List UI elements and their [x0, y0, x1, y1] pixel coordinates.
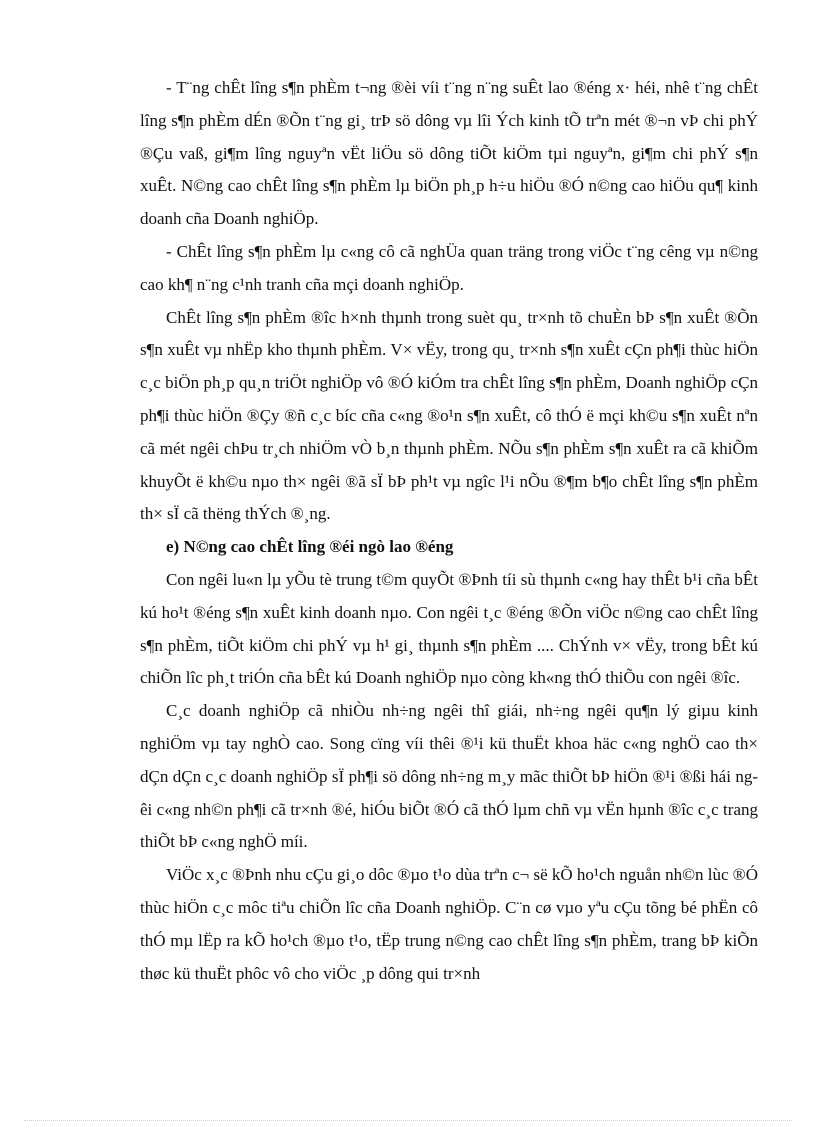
paragraph: ViÖc x¸c ®Þnh nhu cÇu gi¸o dôc ®µo t¹o dùa trªn c¬ së kÕ ho¹ch nguån nh©n lùc ®Ó thùc hiÖn c¸c môc tiªu chiÕn lîc cña Doanh nghiÖp. C¨n cø vµo yªu cÇu tõng bé phËn cô thÓ mµ lËp ra kÕ ho¹ch ®µo t¹o, tËp trung n©ng cao chÊt lîng s¶n phÈm, trang bÞ kiÕn thøc kü thuËt phôc vô cho viÖc ¸p dông qui tr×nh — [140, 865, 758, 983]
page-footer-rule — [24, 1120, 792, 1121]
paragraph: ChÊt lîng s¶n phÈm ®îc h×nh thµnh trong suèt qu¸ tr×nh tõ chuÈn bÞ s¶n xuÊt ®Õn s¶n xuÊt vµ nhËp kho thµnh phÈm. V× vËy, trong qu¸ tr×nh s¶n xuÊt cÇn ph¶i thùc hiÖn c¸c biÖn ph¸p qu¸n triÖt nghiÖp vô ®Ó kiÓm tra chÊt lîng s¶n phÈm, Doanh nghiÖp cÇn ph¶i thùc hiÖn ®Çy ®ñ c¸c bíc cña c«ng ®o¹n s¶n xuÊt, cô thÓ ë mçi kh©u s¶n xuÊt nªn cã mét ngêi chÞu tr¸ch nhiÖm vÒ b¸n thµnh phÈm. NÕu s¶n phÈm s¶n xuÊt ra cã khiÕm khuyÕt ë kh©u nµo th× ngêi ®ã sÏ bÞ ph¹t vµ ngîc l¹i nÕu ®¶m b¶o chÊt lîng s¶n phÈm th× sÏ cã thëng thÝch ®¸ng. — [140, 307, 758, 524]
paragraph: - ChÊt lîng s¶n phÈm lµ c«ng cô cã nghÜa quan träng trong viÖc t¨ng cêng vµ n©ng cao kh¶ n¨ng c¹nh tranh cña mçi doanh nghiÖp. — [140, 241, 758, 294]
paragraph: Con ngêi lu«n lµ yÕu tè trung t©m quyÕt ®Þnh tíi sù thµnh c«ng hay thÊt b¹i cña bÊt kú ho¹t ®éng s¶n xuÊt kinh doanh nµo. Con ngêi t¸c ®éng ®Õn viÖc n©ng cao chÊt lîng s¶n phÈm, tiÕt kiÖm chi phÝ vµ h¹ gi¸ thµnh s¶n phÈm .... ChÝnh v× vËy, trong bÊt kú chiÕn lîc ph¸t triÓn cña bÊt kú Doanh nghiÖp nµo còng kh«ng thÓ thiÕu con ngêi ®îc. — [140, 569, 758, 688]
paragraph: - T¨ng chÊt lîng s¶n phÈm t¬ng ®èi víi t¨ng n¨ng suÊt lao ®éng x· héi, nhê t¨ng chÊt lîng s¶n phÈm dÉn ®Õn t¨ng gi¸ trÞ sö dông vµ lîi Ých kinh tÕ trªn mét ®¬n vÞ chi phÝ ®Çu vaß, gi¶m lîng nguyªn vËt liÖu sö dông tiÕt kiÖm tµi nguyªn, gi¶m chi phÝ s¶n xuÊt. N©ng cao chÊt lîng s¶n phÈm lµ biÖn ph¸p h÷u hiÖu ®Ó n©ng cao hiÖu qu¶ kinh doanh cña Doanh nghiÖp. — [140, 78, 758, 229]
document-body — [140, 72, 758, 990]
section-heading: e) N©ng cao chÊt lîng ®éi ngò lao ®éng — [166, 537, 454, 557]
paragraph: C¸c doanh nghiÖp cã nhiÒu nh÷ng ngêi thî giái, nh÷ng ngêi qu¶n lý giµu kinh nghiÖm vµ tay nghÒ cao. Song cïng víi thêi ®¹i kü thuËt khoa häc c«ng nghÖ cao th× dÇn dÇn c¸c doanh nghiÖp sÏ ph¶i sö dông nh÷ng m¸y mãc thiÕt bÞ hiÖn ®¹i ®ßi hái ngêi c«ng nh©n ph¶i cã tr×nh ®é, hiÓu biÕt ®Ó cã thÓ lµm chñ vµ vËn hµnh ®îc c¸c trang thiÕt bÞ c«ng nghÖ míi. — [140, 701, 758, 852]
